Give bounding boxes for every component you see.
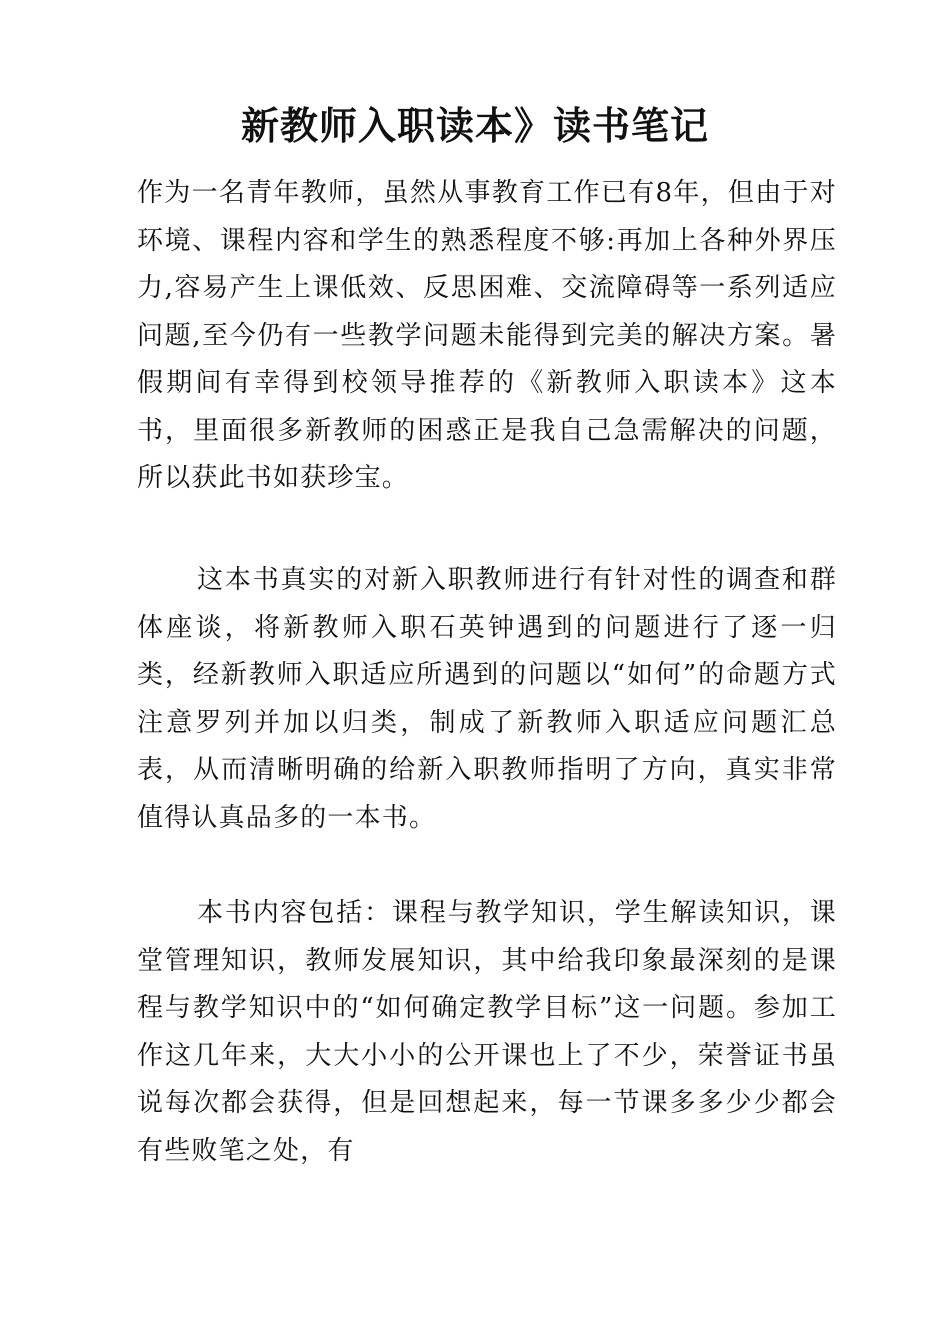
paragraph-intro: 作为一名青年教师，虽然从事教育工作已有8年，但由于对环境、课程内容和学生的熟悉程度不够:再加上各种外界压力,容易产生上课低效、反思困难、交流障碍等一系列适应问题,至今仍有一些教学问题未能得到完美的解决方案。暑假期间有幸得到校领导推荐的《新教师入职读本》这本书，里面很多新教师的困惑正是我自己急需解决的问题，所以获此书如获珍宝。	[137, 178, 837, 493]
paragraph-book-contents: 本书内容包括：课程与教学知识，学生解读知识，课堂管理知识，教师发展知识，其中给我印象最深刻的是课程与教学知识中的“如何确定教学目标”这一问题。参加工作这几年来，大大小小的公开课也上了不少，荣誉证书虽说每次都会获得，但是回想起来，每一节课多多少少都会有些败笔之处，有	[137, 898, 837, 1166]
paragraph-book-survey: 这本书真实的对新入职教师进行有针对性的调查和群体座谈，将新教师入职石英钟遇到的问题进行了逐一归类，经新教师入职适应所遇到的问题以“如何”的命题方式注意罗列并加以归类，制成了新教师入职适应问题汇总表，从而清晰明确的给新入职教师指明了方向，真实非常值得认真品多的一本书。	[137, 565, 837, 833]
document-title: 新教师入职读本》读书笔记	[240, 104, 709, 148]
